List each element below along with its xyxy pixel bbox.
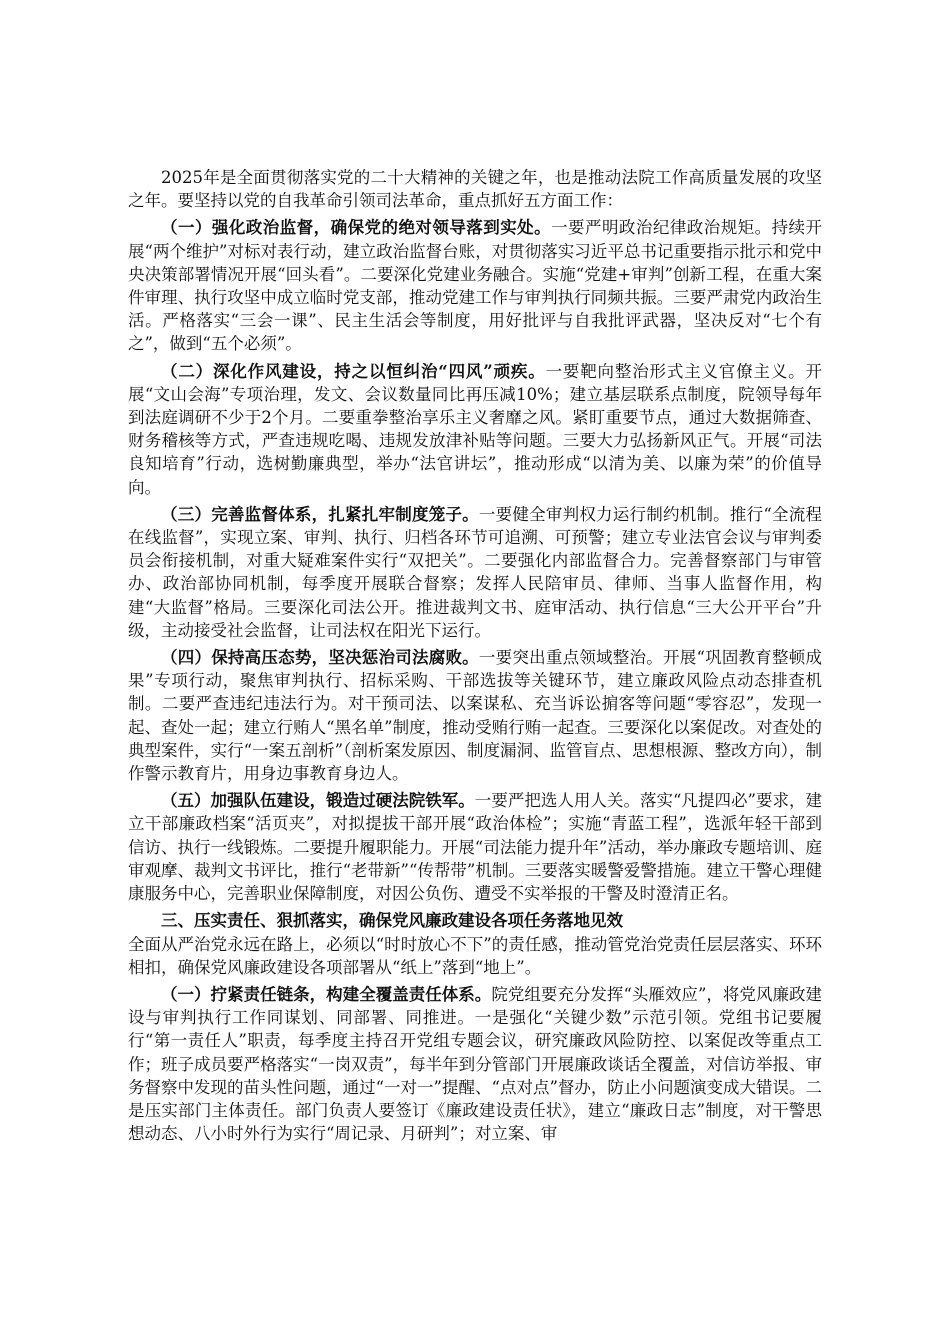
section-intro: 全面从严治党永远在路上，必须以“时时放心不下”的责任感，推动管党治党责任层层落实、环环相扣，确保党风廉政建设各项部署从“纸上”落到“地上”。: [128, 934, 822, 977]
paragraph-work-style: [128, 360, 822, 499]
paragraph-text: 一要靶向整治形式主义官僚主义。开展“文山会海”专项治理，发文、会议数量同比再压减10%；建立基层联系点制度，院领导每年到法庭调研不少于2个月。二要重拳整治享乐主义奢靡之风。紧盯重要节点，通过大数据筛查、财务稽核等方式，严查违规吃喝、违规发放津补贴等问题。三要大力弘扬新风正气。开展“司法良知培育”行动，选树勤廉典型，举办“法官讲坛”，推动形成“以清为美、以廉为荣”的价值导向。: [128, 361, 823, 497]
paragraph-heading: （三）完善监督体系，扎紧扎牢制度笼子。: [161, 504, 479, 524]
paragraph-political-supervision: [128, 216, 822, 355]
paragraph-text: 一要严把选人用人关。落实“凡提四必”要求，建立干部廉政档案“活页夹”，对拟提拔干部开展“政治体检”；实施“青蓝工程”，选派年轻干部到信访、执行一线锻炼。二要提升履职能力。开展“司法能力提升年”活动，举办廉政专题培训、庭审观摩、裁判文书评比，推行“老带新”“传帮带”机制。三要落实暖警爱警措施。建立干警心理健康服务中心，完善职业保障制度，对因公负伤、遭受不实举报的干警及时澄清正名。: [128, 791, 822, 904]
section-title: 三、压实责任、狠抓落实，确保党风廉政建设各项任务落地见效: [161, 911, 623, 931]
paragraph-heading: （一）强化政治监督，确保党的绝对领导落到实处。: [161, 218, 552, 238]
paragraph-heading: （二）深化作风建设，持之以恒纠治“四风”顽疾。: [161, 361, 546, 381]
paragraph-anti-corruption: [128, 646, 822, 785]
paragraph-text: 院党组要充分发挥“头雁效应”，将党风廉政建设与审判执行工作同谋划、同部署、同推进。一是强化“关键少数”示范引领。党组书记要履行“第一责任人”职责，每季度主持召开党组专题会议，研究廉政风险防控、以案促改等重点工作；班子成员要严格落实“一岗双责”，每半年到分管部门开展廉政谈话全覆盖，对信访举报、审务督察中发现的苗头性问题，通过“一对一”提醒、“点对点”督办，防止小问题演变成大错误。二是压实部门主体责任。部门负责人要签订《廉政建设责任状》，建立“廉政日志”制度，对干警思想动态、八小时外行为实行“周记录、月研判”；对立案、审: [128, 984, 822, 1144]
paragraph-intro: [128, 166, 822, 212]
paragraph-team-building: [128, 789, 822, 905]
paragraph-supervision-system: [128, 503, 822, 642]
paragraph-responsibility-chain: [128, 983, 822, 1145]
paragraph-heading: （五）加强队伍建设，锻造过硬法院铁军。: [161, 791, 475, 811]
paragraph-text: 一要突出重点领域整治。开展“巩固教育整顿成果”专项行动，聚焦审判执行、招标采购、干部选拔等关键环节，建立廉政风险点动态排查机制。二要严查违纪违法行为。对干预司法、以案谋私、充当诉讼掮客等问题“零容忍”，发现一起、查处一起；建立行贿人“黑名单”制度，推动受贿行贿一起查。三要深化以案促改。对查处的典型案件，实行“一案五剖析”（剖析案发原因、制度漏洞、监管盲点、思想根源、整改方向），制作警示教育片，用身边事教育身边人。: [128, 648, 823, 784]
paragraph-text: 2025年是全面贯彻落实党的二十大精神的关键之年，也是推动法院工作高质量发展的攻坚之年。要坚持以党的自我革命引领司法革命，重点抓好五方面工作：: [128, 168, 822, 211]
paragraph-heading: （四）保持高压态势，坚决惩治司法腐败。: [161, 648, 479, 668]
document-body: [128, 166, 822, 1149]
paragraph-heading: （一）拧紧责任链条，构建全覆盖责任体系。: [161, 984, 492, 1004]
paragraph-text: 一要严明政治纪律政治规矩。持续开展“两个维护”对标对表行动，建立政治监督台账，对贯彻落实习近平总书记重要指示批示和党中央决策部署情况开展“回头看”。二要深化党建业务融合。实施“党建+审判”创新工程，在重大案件审理、执行攻坚中成立临时党支部，推动党建工作与审判执行同频共振。三要严肃党内政治生活。严格落实“三会一课”、民主生活会等制度，用好批评与自我批评武器，坚决反对“七个有之”，做到“五个必须”。: [128, 218, 823, 354]
paragraph-text: 一要健全审判权力运行制约机制。推行“全流程在线监督”，实现立案、审判、执行、归档各环节可追溯、可预警；建立专业法官会议与审判委员会衔接机制，对重大疑难案件实行“双把关”。二要强化内部监督合力。完善督察部门与审管办、政治部协同机制，每季度开展联合督察；发挥人民陪审员、律师、当事人监督作用，构建“大监督”格局。三要深化司法公开。推进裁判文书、庭审活动、执行信息“三大公开平台”升级，主动接受社会监督，让司法权在阳光下运行。: [128, 504, 823, 640]
